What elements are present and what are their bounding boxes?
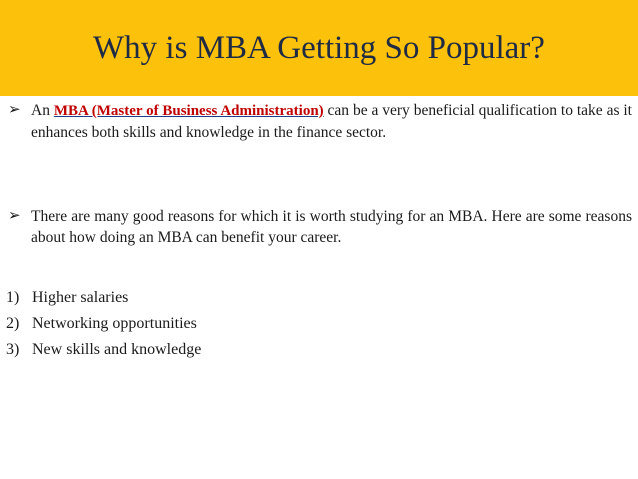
bullet-item bbox=[8, 206, 632, 248]
arrow-bullet-icon: ➢ bbox=[8, 208, 21, 224]
list-text: Higher salaries bbox=[32, 289, 129, 306]
list-number: 1) bbox=[6, 289, 20, 306]
mba-link[interactable]: MBA (Master of Business Administration) bbox=[53, 103, 324, 119]
bullet-item bbox=[8, 100, 632, 143]
bullet-prefix: An bbox=[31, 102, 54, 119]
list-number: 3) bbox=[6, 341, 20, 358]
reasons-list bbox=[6, 287, 626, 365]
bullet-text bbox=[8, 100, 632, 143]
bullet-suffix: can be a very beneficial qualification to take as it enhances both skills and knowledge in the finance sector. bbox=[31, 102, 632, 141]
list-text: New skills and knowledge bbox=[32, 341, 202, 358]
list-item bbox=[6, 313, 626, 339]
bullet-text: There are many good reasons for which it is worth studying for an MBA. Here are some reasons about how doing an MBA can benefit your career. bbox=[31, 208, 632, 246]
list-item bbox=[6, 287, 626, 313]
list-item bbox=[6, 339, 626, 365]
slide-title: Why is MBA Getting So Popular? bbox=[93, 30, 545, 66]
list-number: 2) bbox=[6, 315, 20, 332]
arrow-bullet-icon: ➢ bbox=[8, 102, 21, 118]
list-text: Networking opportunities bbox=[32, 315, 197, 332]
